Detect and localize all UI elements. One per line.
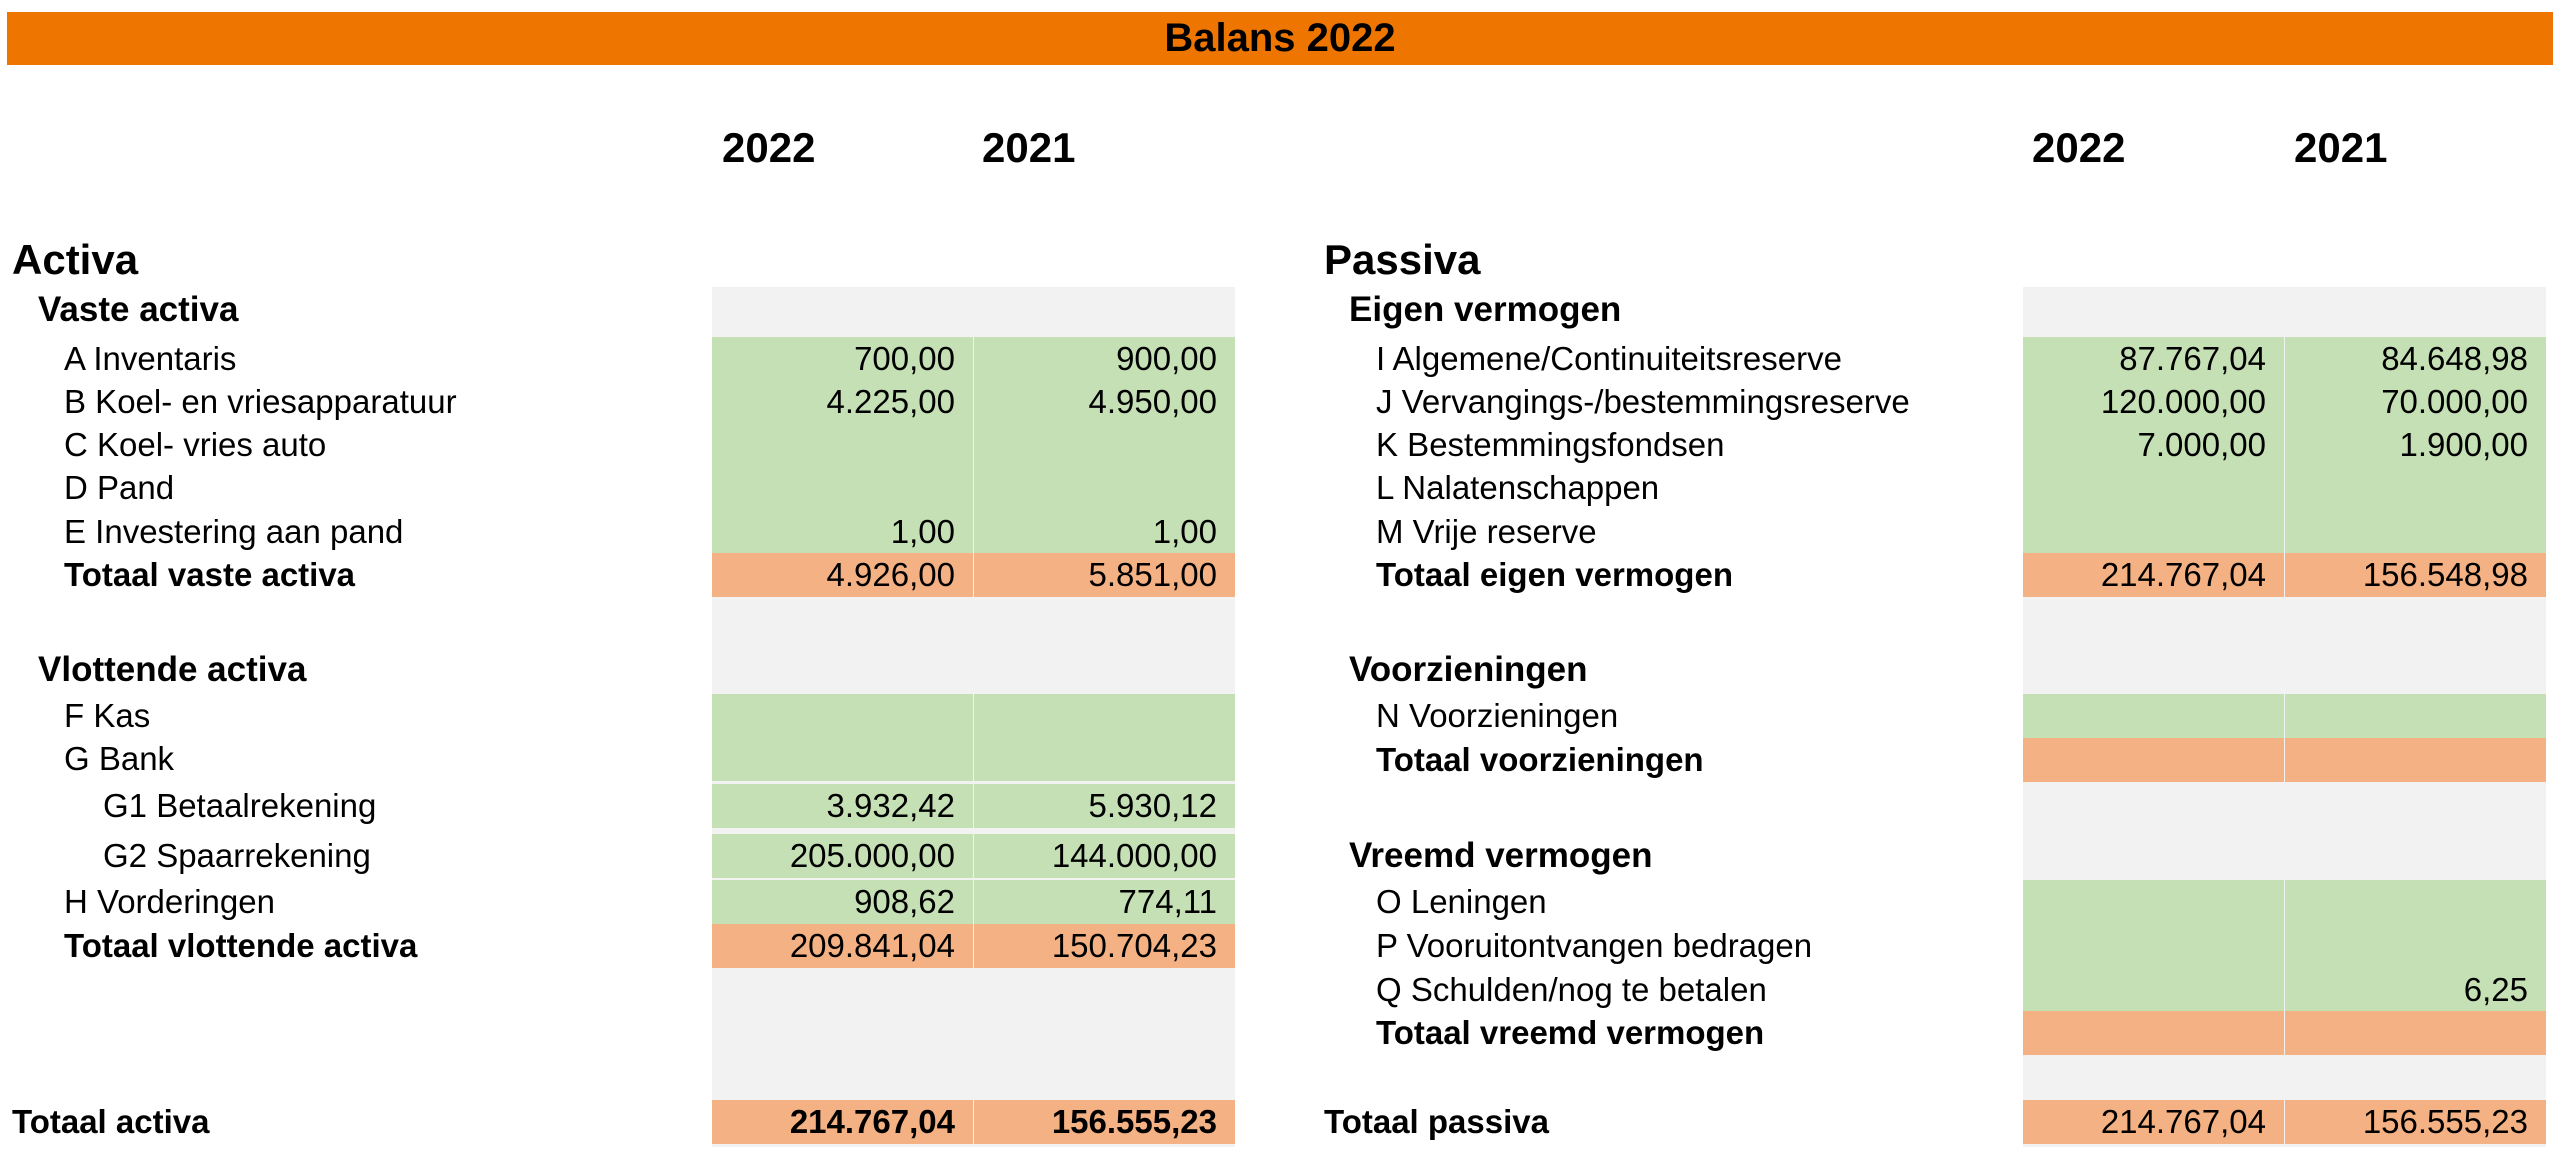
left-value-2022 xyxy=(712,423,973,467)
left-value-2022: 205.000,00 xyxy=(712,834,973,878)
activa-year-2022: 2022 xyxy=(722,124,816,171)
right-value-2021 xyxy=(2285,1011,2546,1055)
right-row-item xyxy=(1310,337,2560,381)
left-row-subitem xyxy=(0,834,1270,878)
left-grand-total-2022: 214.767,04 xyxy=(712,1100,973,1144)
left-row-label: Totaal vlottende activa xyxy=(64,927,418,964)
left-grand-total xyxy=(0,1100,1270,1144)
page-title: Balans 2022 xyxy=(7,12,2553,65)
left-value-2021: 1,00 xyxy=(974,510,1235,554)
right-row-section xyxy=(1310,648,2560,692)
activa-heading: Activa xyxy=(12,236,139,283)
passiva-year-2022: 2022 xyxy=(2032,124,2126,171)
right-row-item xyxy=(1310,924,2560,968)
left-row-item xyxy=(0,466,1270,510)
right-row-item xyxy=(1310,880,2560,924)
left-row-label: E Investering aan pand xyxy=(64,513,404,550)
left-row-item xyxy=(0,880,1270,924)
left-row-item xyxy=(0,380,1270,424)
right-value-2021 xyxy=(2285,880,2546,924)
left-grand-total-2021: 156.555,23 xyxy=(974,1100,1235,1144)
left-value-2021 xyxy=(974,423,1235,467)
left-value-2022: 3.932,42 xyxy=(712,784,973,828)
right-row-label: Totaal voorzieningen xyxy=(1376,741,1704,778)
right-value-2022: 7.000,00 xyxy=(2023,423,2284,467)
left-row-label: B Koel- en vriesapparatuur xyxy=(64,383,457,420)
left-value-2022 xyxy=(712,466,973,510)
left-value-2021 xyxy=(974,737,1235,781)
right-value-2022 xyxy=(2023,738,2284,782)
right-row-label: Eigen vermogen xyxy=(1349,290,1622,329)
left-row-item xyxy=(0,737,1270,781)
right-row-label: O Leningen xyxy=(1376,883,1547,920)
left-row-total xyxy=(0,553,1270,597)
activa-year-2021: 2021 xyxy=(982,124,1076,171)
left-value-2021 xyxy=(974,694,1235,738)
left-value-2022: 4.926,00 xyxy=(712,553,973,597)
right-row-label: Totaal eigen vermogen xyxy=(1376,556,1733,593)
right-row-label: M Vrije reserve xyxy=(1376,513,1597,550)
left-row-item xyxy=(0,694,1270,738)
right-row-label: L Nalatenschappen xyxy=(1376,469,1660,506)
right-row-label: Vreemd vermogen xyxy=(1349,836,1653,875)
right-row-total xyxy=(1310,1011,2560,1055)
left-value-2021: 5.851,00 xyxy=(974,553,1235,597)
right-grand-total-2021: 156.555,23 xyxy=(2285,1100,2546,1144)
left-row-label: Vlottende activa xyxy=(38,650,307,689)
right-grand-total xyxy=(1310,1100,2560,1144)
right-value-2022 xyxy=(2023,466,2284,510)
left-value-2022: 1,00 xyxy=(712,510,973,554)
passiva-heading: Passiva xyxy=(1324,236,1481,283)
left-row-label: A Inventaris xyxy=(64,340,237,377)
left-value-2021: 900,00 xyxy=(974,337,1235,381)
left-row-section xyxy=(0,288,1270,332)
right-value-2022 xyxy=(2023,510,2284,554)
right-row-total xyxy=(1310,738,2560,782)
right-row-label: N Voorzieningen xyxy=(1376,697,1619,734)
right-row-item xyxy=(1310,694,2560,738)
right-value-2022: 120.000,00 xyxy=(2023,380,2284,424)
left-row-label: G2 Spaarrekening xyxy=(103,837,371,874)
right-value-2021: 1.900,00 xyxy=(2285,423,2546,467)
right-row-label: J Vervangings-/bestemmingsreserve xyxy=(1376,383,1910,420)
right-value-2022 xyxy=(2023,694,2284,738)
left-value-2021: 774,11 xyxy=(974,880,1235,924)
left-row-label: G1 Betaalrekening xyxy=(103,787,377,824)
right-row-item xyxy=(1310,510,2560,554)
right-row-label: K Bestemmingsfondsen xyxy=(1376,426,1725,463)
left-row-label: F Kas xyxy=(64,697,151,734)
right-value-2021: 70.000,00 xyxy=(2285,380,2546,424)
right-row-total xyxy=(1310,553,2560,597)
right-grand-total-2022: 214.767,04 xyxy=(2023,1100,2284,1144)
right-value-2021 xyxy=(2285,924,2546,968)
right-value-2022 xyxy=(2023,1011,2284,1055)
left-value-2021: 144.000,00 xyxy=(974,834,1235,878)
right-row-item xyxy=(1310,466,2560,510)
right-row-blank xyxy=(1310,597,2560,641)
right-value-2022: 214.767,04 xyxy=(2023,553,2284,597)
right-row-label: I Algemene/Continuiteitsreserve xyxy=(1376,340,1842,377)
left-row-label: G Bank xyxy=(64,740,175,777)
left-row-total xyxy=(0,924,1270,968)
right-value-2022: 87.767,04 xyxy=(2023,337,2284,381)
left-row-subitem xyxy=(0,784,1270,828)
right-row-label: Totaal vreemd vermogen xyxy=(1376,1014,1765,1051)
left-value-2022: 4.225,00 xyxy=(712,380,973,424)
left-row-label: Totaal vaste activa xyxy=(64,556,356,593)
right-value-2022 xyxy=(2023,924,2284,968)
right-grand-total-label: Totaal passiva xyxy=(1324,1103,1549,1140)
right-row-blank xyxy=(1310,784,2560,828)
left-value-2022: 700,00 xyxy=(712,337,973,381)
left-value-2021: 4.950,00 xyxy=(974,380,1235,424)
right-value-2021 xyxy=(2285,694,2546,738)
right-row-label: P Vooruitontvangen bedragen xyxy=(1376,927,1813,964)
left-value-2022 xyxy=(712,737,973,781)
right-value-2021: 156.548,98 xyxy=(2285,553,2546,597)
passiva-year-2021: 2021 xyxy=(2294,124,2388,171)
right-value-2022 xyxy=(2023,880,2284,924)
left-row-label: H Vorderingen xyxy=(64,883,275,920)
left-row-section xyxy=(0,648,1270,692)
right-value-2021: 6,25 xyxy=(2285,968,2546,1012)
left-row-item xyxy=(0,423,1270,467)
left-value-2021: 150.704,23 xyxy=(974,924,1235,968)
right-value-2021 xyxy=(2285,738,2546,782)
right-value-2021: 84.648,98 xyxy=(2285,337,2546,381)
right-row-section xyxy=(1310,288,2560,332)
left-row-item xyxy=(0,337,1270,381)
left-value-2021: 5.930,12 xyxy=(974,784,1235,828)
right-row-item xyxy=(1310,968,2560,1012)
right-row-section xyxy=(1310,834,2560,878)
left-row-label: Vaste activa xyxy=(38,290,239,329)
right-row-item xyxy=(1310,423,2560,467)
left-grand-total-label: Totaal activa xyxy=(12,1103,210,1140)
right-row-item xyxy=(1310,380,2560,424)
left-row-label: C Koel- vries auto xyxy=(64,426,327,463)
right-value-2021 xyxy=(2285,466,2546,510)
right-row-label: Voorzieningen xyxy=(1349,650,1588,689)
right-value-2021 xyxy=(2285,510,2546,554)
left-value-2021 xyxy=(974,466,1235,510)
right-value-2022 xyxy=(2023,968,2284,1012)
right-row-label: Q Schulden/nog te betalen xyxy=(1376,971,1767,1008)
left-value-2022: 908,62 xyxy=(712,880,973,924)
left-row-label: D Pand xyxy=(64,469,175,506)
left-row-item xyxy=(0,510,1270,554)
left-row-blank xyxy=(0,597,1270,641)
left-value-2022 xyxy=(712,694,973,738)
left-value-2022: 209.841,04 xyxy=(712,924,973,968)
